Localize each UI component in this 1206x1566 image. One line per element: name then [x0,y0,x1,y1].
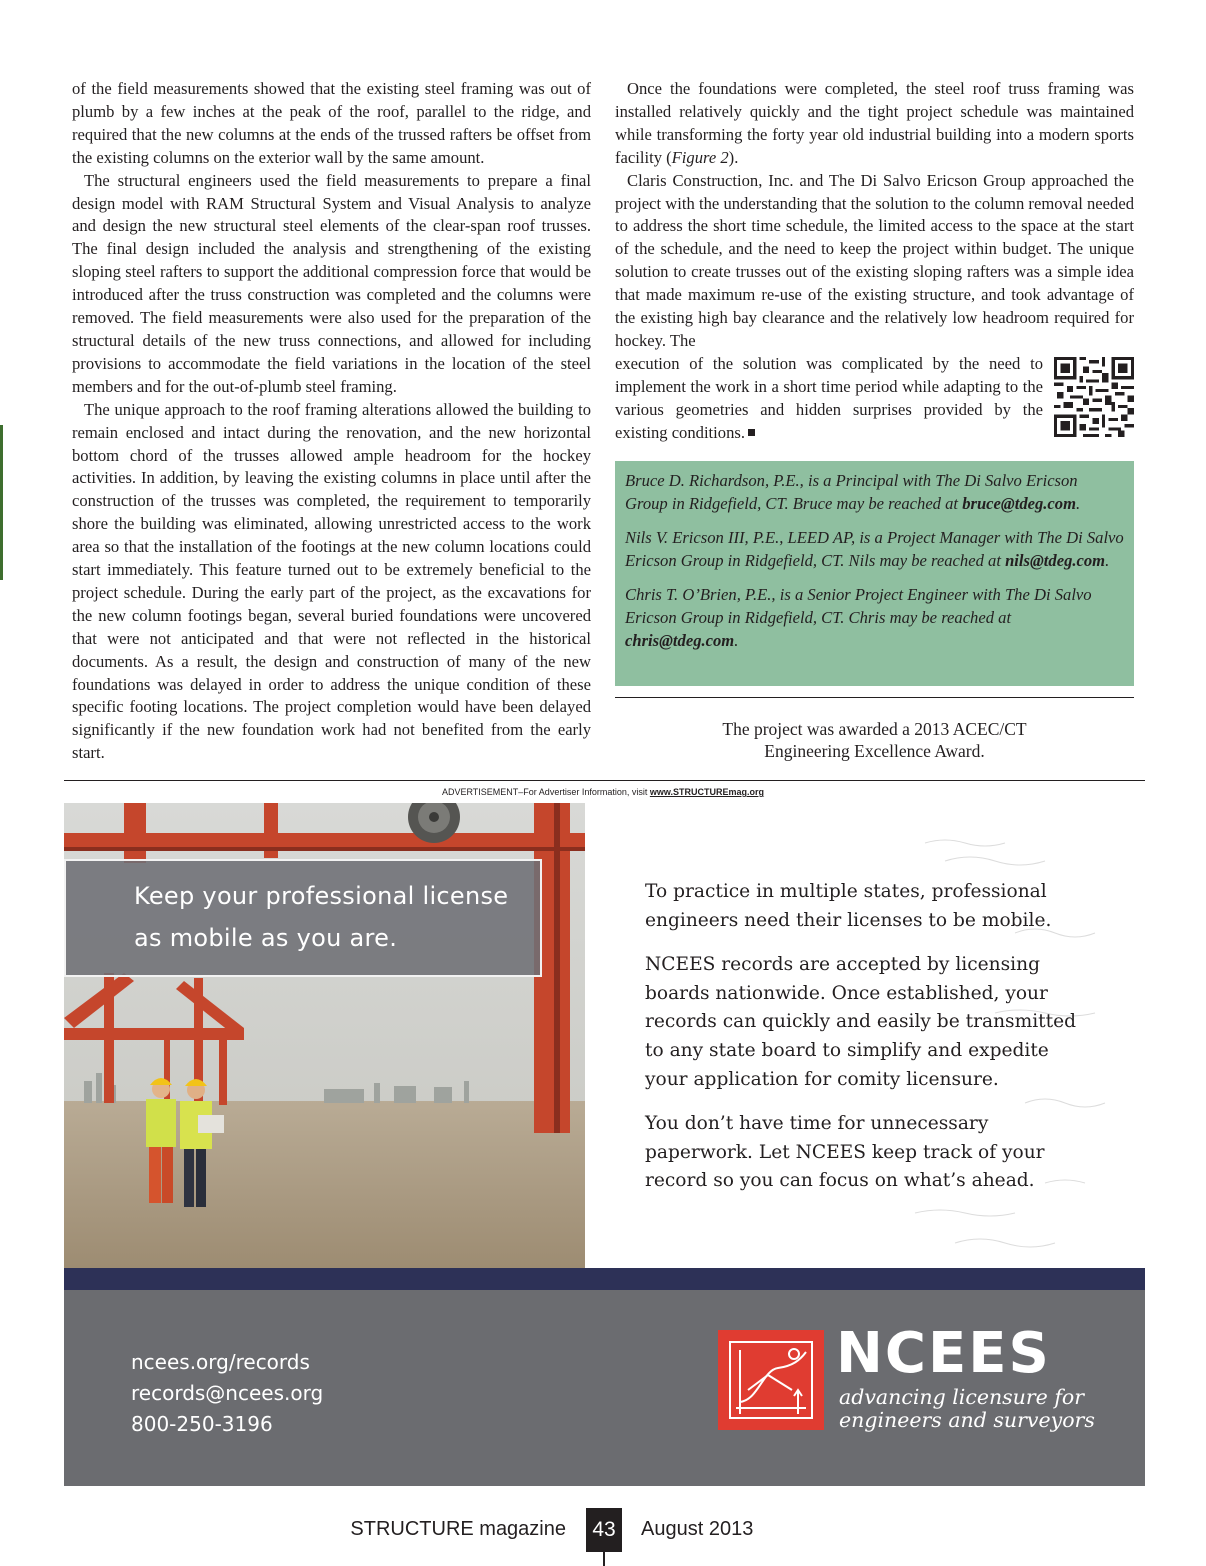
ad-headline-box [64,859,542,977]
award-note [615,697,1134,762]
issue-date: August 2013 [641,1518,754,1540]
section-divider [64,780,1145,781]
paragraph-text: ). [728,147,739,167]
ad-navy-band [64,1268,1145,1290]
ad-copy-paragraph: You don’t have time for unnecessary paperwork. Let NCEES keep track of your record so you can focus on what’s ahead. [645,1113,1045,1192]
ncees-tagline [839,1386,1095,1432]
article-paragraph: Claris Construction, Inc. and The Di Salvo Ericson Group approached the project with the understanding that the solution to the column removal needed to address the short time schedule, the limited access to the space at the start of the schedule, and the need to keep the project within budget. The unique solution to create trusses out of the existing sloping rafters was a simple idea that made maximum re-use of the existing structure, and took advantage of the existing high bay clearance and the relatively low headroom required for hockey. The [615,170,1134,350]
author-email-link[interactable]: chris@tdeg.com [625,631,735,650]
paragraph-text: Once the foundations were completed, the steel roof truss framing was installed relatively quickly and the tight project schedule was maintained while transforming the forty year old industrial building into a modern sports facility ( [615,79,1134,167]
page-edge-marker [0,425,3,580]
page-folio [0,1508,1206,1566]
tagline-line: advancing licensure for [839,1385,1085,1409]
qr-code-icon[interactable] [1054,357,1134,437]
magazine-name: STRUCTURE magazine [350,1518,566,1540]
tagline-line: engineers and surveyors [839,1408,1095,1432]
bio-text: Chris T. O’Brien, P.E., is a Senior Project Engineer with The Di Salvo Ericson Group in Ridgefield, CT. Chris may be reached at [625,585,1092,627]
article-paragraph-end [615,353,1043,445]
article-paragraph: of the field measurements showed that the existing steel framing was out of plumb by a few inches at the peak of the roof, parallel to the ridge, and required that the new columns at the ends of the trussed rafters be offset from the existing columns on the exterior wall by the same amount. [72,79,591,167]
website-link[interactable]: ncees.org/records [131,1350,310,1374]
ncees-advertisement[interactable] [64,803,1145,1486]
bio-text: Nils V. Ericson III, P.E., LEED AP, is a Project Manager with The Di Salvo Ericson Group in Ridgefield, CT. Nils may be reached at [625,528,1124,570]
ncees-wordmark: NCEES [836,1321,1051,1386]
author-bios-box [615,461,1134,686]
ad-copy-paragraph: To practice in multiple states, professional engineers need their licenses to be mobile. [645,881,1052,931]
page-number: 43 [592,1518,616,1541]
author-email-link[interactable]: nils@tdeg.com [1005,551,1106,570]
article-column-right [615,78,1134,445]
ad-label-text: ADVERTISEMENT–For Advertiser Information, visit [441,787,650,797]
ad-headline-line: Keep your professional license [134,882,509,910]
paragraph-text: execution of the solution was complicated by the need to implement the work in a short time period while adapting to the various geometries and hidden surprises provided by the existing conditions. [615,353,1043,442]
qr-block [615,353,1134,445]
ad-footer [64,1290,1145,1486]
article-paragraph: The unique approach to the roof framing alterations allowed the building to remain enclosed and intact during the renovation, and the new horizontal bottom chord of the trusses allowed ample headroom for the hockey activities. In addition, by leaving the existing columns in place until after the construction of the trusses was completed, the requirement to temporarily shore the building was eliminated, allowing unrestricted access to the work area so that the installation of the footings at the new column locations could start immediately. This feature turned out to be extremely beneficial to the project schedule. During the early part of the project, as the excavations for the new column footings began, several buried foundations were uncovered that were not anticipated and that were not reflected in the historical documents. As a result, the design and construction of many of the new foundations was delayed in order to address the unique condition of these specific footing locations. The project completion would have been delayed significantly if the new foundation work had not benefited from the early start. [72,399,591,763]
figure-reference[interactable]: Figure 2 [671,147,729,167]
email-link[interactable]: records@ncees.org [131,1381,324,1405]
bio-text: . [1076,494,1081,513]
bio-text: . [1105,551,1110,570]
phone-number[interactable]: 800-250-3196 [131,1412,273,1436]
article-column-left [72,78,591,765]
article-paragraph: The structural engineers used the field measurements to prepare a final design model with RAM Structural System and Visual Analysis to analyze and design the new structural steel elements of the clear-span roof trusses. The final design included the analysis and strengthening of the existing sloping steel rafters to support the additional compression force that would be introduced after the truss construction was completed and the columns were removed. The field measurements were also used for the preparation of the structural details of the new truss connections, and allowed for including provisions to accommodate the field variations in the location of the steel members and for the out-of-plumb steel framing. [72,170,591,396]
advertiser-info-link[interactable]: www.STRUCTUREmag.org [649,787,765,797]
ad-copy-paragraph: NCEES records are accepted by licensing boards nationwide. Once established, your records can quickly and easily be transmitted to any state board to simplify and expedite your application for comity licensure. [645,954,1077,1090]
award-text-line: Engineering Excellence Award. [764,741,985,761]
author-email-link[interactable]: bruce@tdeg.com [962,494,1076,513]
article-paragraph [615,78,1134,170]
ad-headline-line: as mobile as you are. [134,924,398,952]
author-bio [625,583,1124,652]
award-text-line: The project was awarded a 2013 ACEC/CT [722,719,1027,739]
advertisement-label [0,787,1206,797]
ncees-logo-icon [718,1330,824,1430]
ad-contact-list [131,1347,323,1440]
page-number-box [586,1508,622,1552]
end-of-article-mark [748,429,755,436]
author-bio [625,526,1124,572]
author-bio [625,469,1124,515]
ad-body-copy [645,878,1085,1212]
bio-text: . [734,631,739,650]
bio-text: Bruce D. Richardson, P.E., is a Principal with The Di Salvo Ericson Group in Ridgefield, CT. Bruce may be reached at [625,471,1078,513]
